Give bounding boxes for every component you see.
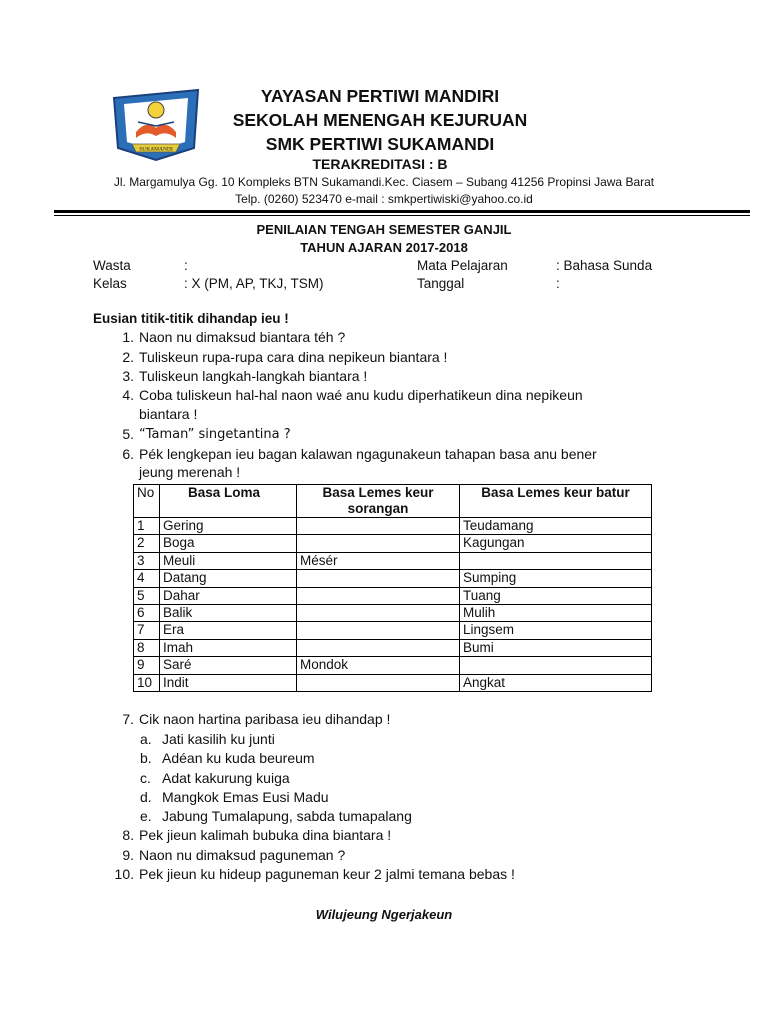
table-row: 5 Dahar Tuang <box>134 587 652 604</box>
kelas-value: : X (PM, AP, TKJ, TSM) <box>184 276 324 291</box>
school-type: SEKOLAH MENENGAH KEJURUAN <box>232 110 528 130</box>
school-contact: Telp. (0260) 523470 e-mail : smkpertiwiski@yahoo.co.id <box>235 192 533 206</box>
table-row: 1 Gering Teudamang <box>134 518 652 535</box>
table-row: 10 Indit Angkat <box>134 674 652 691</box>
tanggal-value: : <box>556 276 560 291</box>
school-name: SMK PERTIWI SUKAMANDI <box>265 134 495 154</box>
table-row: 6 Balik Mulih <box>134 605 652 622</box>
table-row: 2 Boga Kagungan <box>134 535 652 552</box>
table-row: 7 Era Lingsem <box>134 622 652 639</box>
closing-text: Wilujeung Ngerjakeun <box>315 907 453 922</box>
table-row: 3 Meuli Mésér <box>134 552 652 569</box>
header-no: No <box>134 485 160 518</box>
exam-title: PENILAIAN TENGAH SEMESTER GANJIL <box>256 222 512 237</box>
table-row: 8 Imah Bumi <box>134 639 652 656</box>
wasta-value: : <box>184 258 188 273</box>
header-batur: Basa Lemes keur batur <box>460 485 652 518</box>
school-address: Jl. Margamulya Gg. 10 Kompleks BTN Sukamandi.Kec. Ciasem – Subang 41256 Propinsi Jawa Barat <box>113 175 655 189</box>
header-sorangan: Basa Lemes keur sorangan <box>297 485 460 518</box>
kelas-label: Kelas <box>93 276 127 291</box>
header-divider <box>54 210 750 213</box>
mapel-value: : Bahasa Sunda <box>556 258 653 273</box>
logo-text: SUKAMANDI <box>139 146 173 153</box>
table-row: 4 Datang Sumping <box>134 570 652 587</box>
vocabulary-table <box>133 484 652 692</box>
wasta-label: Wasta <box>93 258 131 273</box>
table-row: 9 Saré Mondok <box>134 657 652 674</box>
tanggal-label: Tanggal <box>417 276 465 291</box>
section-title: Eusian titik-titik dihandap ieu ! <box>93 311 289 326</box>
accreditation: TERAKREDITASI : B <box>312 156 448 172</box>
mapel-label: Mata Pelajaran <box>417 258 508 273</box>
exam-year: TAHUN AJARAN 2017-2018 <box>300 240 468 255</box>
header-divider-thin <box>54 215 750 216</box>
table-header-row <box>134 485 652 518</box>
header-loma: Basa Loma <box>160 485 297 518</box>
foundation-name: YAYASAN PERTIWI MANDIRI <box>260 86 500 106</box>
